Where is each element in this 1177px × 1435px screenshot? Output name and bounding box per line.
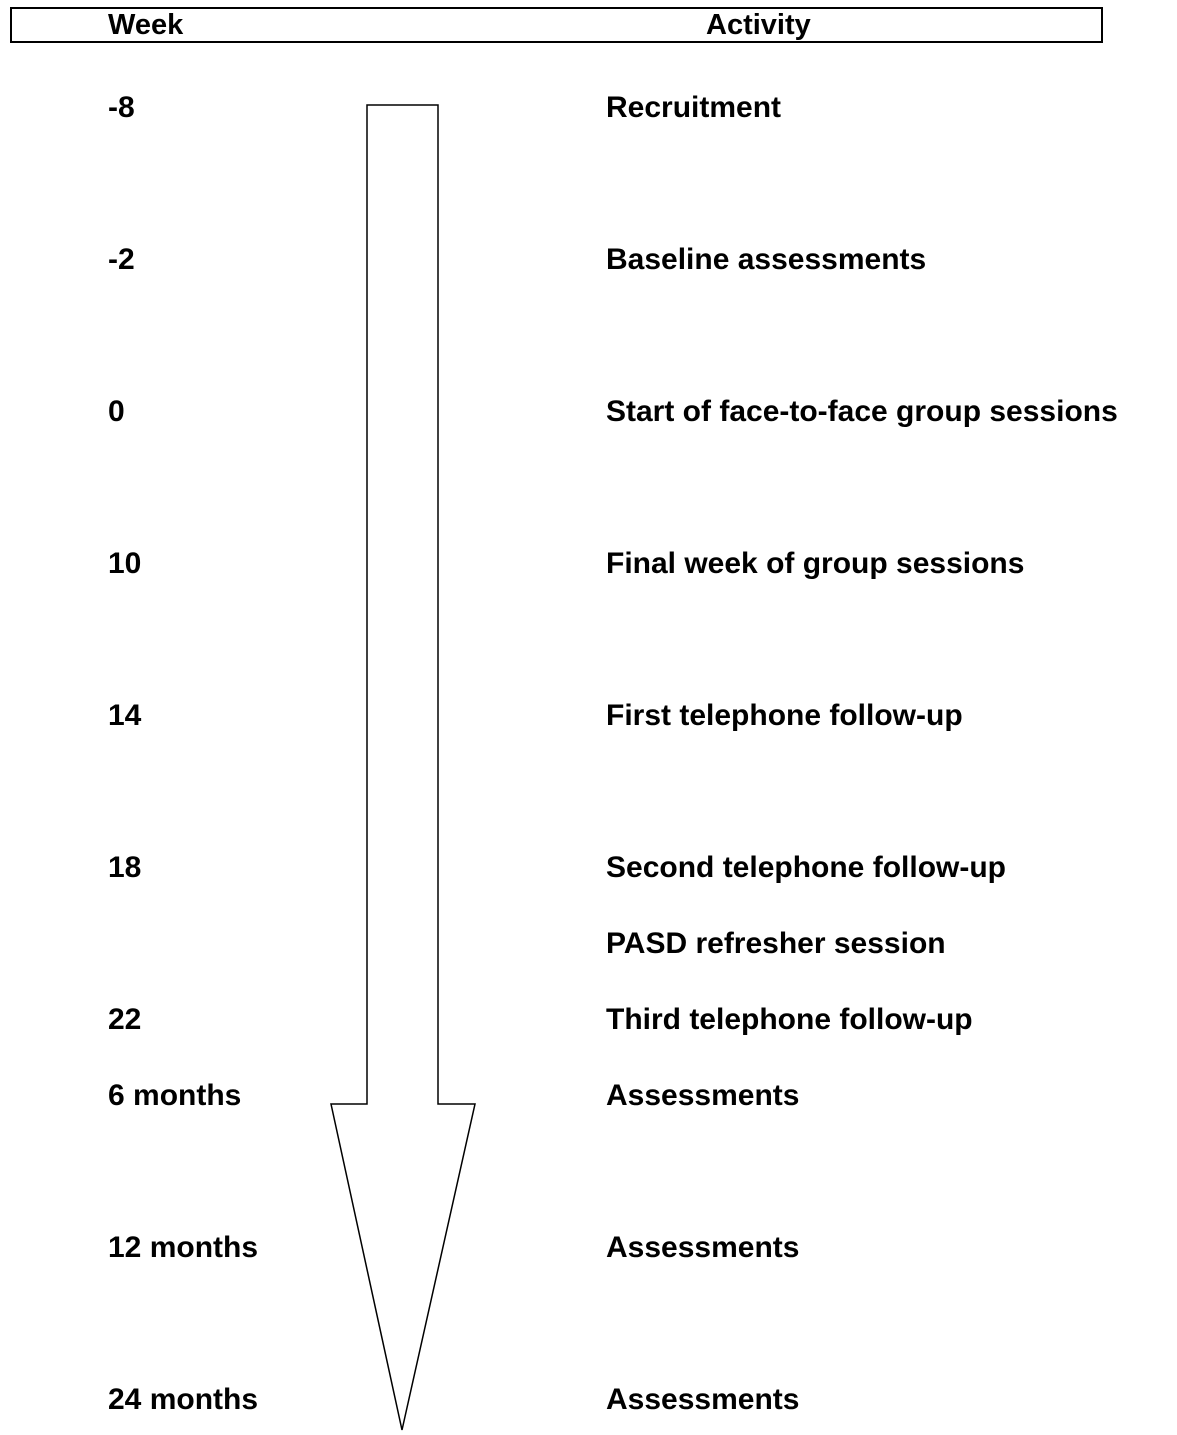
week-value: 22	[108, 1003, 142, 1036]
activity-label: Assessments	[606, 1079, 800, 1112]
activity-label: Assessments	[606, 1383, 800, 1416]
week-value: 14	[108, 699, 142, 732]
timeline-arrow-shape	[331, 105, 475, 1430]
activity-label: Final week of group sessions	[606, 547, 1025, 580]
week-value: -8	[108, 91, 135, 124]
week-value: 0	[108, 395, 125, 428]
activity-label: PASD refresher session	[606, 927, 946, 960]
activity-label: Baseline assessments	[606, 243, 927, 276]
activity-label: Second telephone follow-up	[606, 851, 1006, 884]
week-value: 6 months	[108, 1079, 242, 1112]
week-value: 12 months	[108, 1231, 259, 1264]
week-value: 10	[108, 547, 142, 580]
activity-label: Assessments	[606, 1231, 800, 1264]
activity-label: Recruitment	[606, 91, 782, 124]
week-value: -2	[108, 243, 135, 276]
activity-label: Third telephone follow-up	[606, 1003, 973, 1036]
week-header: Week	[108, 9, 184, 41]
activity-label: Start of face-to-face group sessions	[606, 395, 1118, 428]
week-value: 18	[108, 851, 142, 884]
week-value: 24 months	[108, 1383, 259, 1416]
activity-label: First telephone follow-up	[606, 699, 963, 732]
activity-header: Activity	[706, 9, 811, 41]
